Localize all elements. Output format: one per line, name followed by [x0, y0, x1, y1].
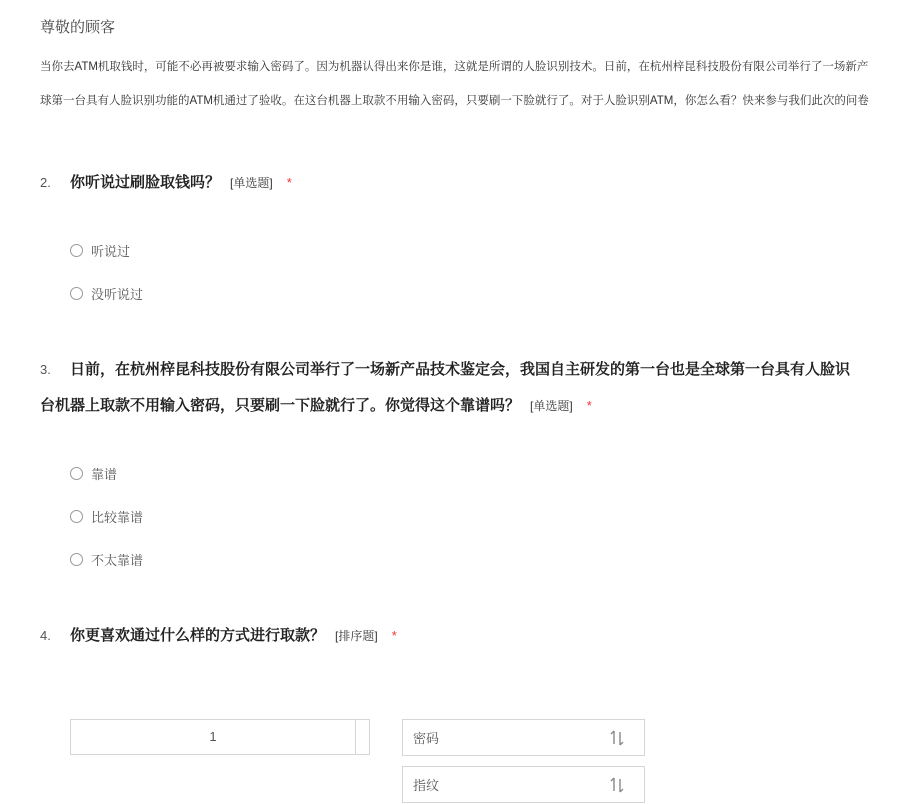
option-label: 靠谱 — [91, 467, 118, 482]
radio-button[interactable] — [70, 244, 83, 257]
required-mark: * — [391, 628, 397, 643]
q2-option-heard[interactable] — [70, 241, 130, 260]
option-label: 听说过 — [91, 244, 131, 259]
greeting: 尊敬的顾客 — [40, 19, 116, 36]
radio-button[interactable] — [70, 553, 83, 566]
question-3-title-line-2 — [40, 394, 592, 415]
question-4-title — [40, 624, 397, 645]
rank-drop-slot[interactable] — [70, 719, 370, 755]
question-number: 2. — [40, 175, 51, 190]
radio-button[interactable] — [70, 510, 83, 523]
q3-option-reliable[interactable] — [70, 464, 117, 483]
q3-option-fairly-reliable[interactable] — [70, 507, 143, 526]
required-mark: * — [586, 398, 592, 413]
divider — [355, 720, 356, 754]
question-type: [单选题] — [230, 176, 273, 190]
question-text: 你听说过刷脸取钱吗？ — [70, 174, 221, 191]
rank-item-label: 指纹 — [413, 778, 440, 793]
question-text: 你更喜欢通过什么样的方式进行取款？ — [70, 627, 326, 644]
question-text: 台机器上取款不用输入密码，只要刷一下脸就行了。你觉得这个靠谱吗？ — [40, 397, 521, 414]
question-2-title — [40, 171, 292, 192]
rank-slot-number: 1 — [209, 729, 217, 744]
option-label: 不太靠谱 — [91, 553, 144, 568]
question-3-title-line-1 — [40, 358, 850, 379]
question-number: 4. — [40, 628, 51, 643]
sort-arrows-icon[interactable] — [608, 729, 626, 747]
option-label: 没听说过 — [91, 287, 144, 302]
radio-button[interactable] — [70, 287, 83, 300]
question-number: 3. — [40, 362, 51, 377]
question-type: [单选题] — [530, 399, 573, 413]
rank-item-password[interactable] — [402, 719, 645, 756]
option-label: 比较靠谱 — [91, 510, 144, 525]
question-type: [排序题] — [335, 629, 378, 643]
rank-item-label: 密码 — [413, 731, 440, 746]
required-mark: * — [286, 175, 292, 190]
sort-arrows-icon[interactable] — [608, 776, 626, 794]
q2-option-not-heard[interactable] — [70, 284, 143, 303]
intro-line-1: 当你去ATM机取钱时，可能不必再被要求输入密码了。因为机器认得出来你是谁，这就是所谓的人脸识别技术。日前，在杭州梓昆科技股份有限公司举行了一场新产 — [40, 61, 869, 73]
q3-option-not-very-reliable[interactable] — [70, 550, 143, 569]
rank-item-fingerprint[interactable] — [402, 766, 645, 803]
intro-line-2: 球第一台具有人脸识别功能的ATM机通过了验收。在这台机器上取款不用输入密码，只要刷一下脸就行了。对于人脸识别ATM，你怎么看？快来参与我们此次的问卷 — [40, 95, 869, 107]
question-text: 日前，在杭州梓昆科技股份有限公司举行了一场新产品技术鉴定会，我国自主研发的第一台也是全球第一台具有人脸识 — [70, 361, 851, 378]
radio-button[interactable] — [70, 467, 83, 480]
